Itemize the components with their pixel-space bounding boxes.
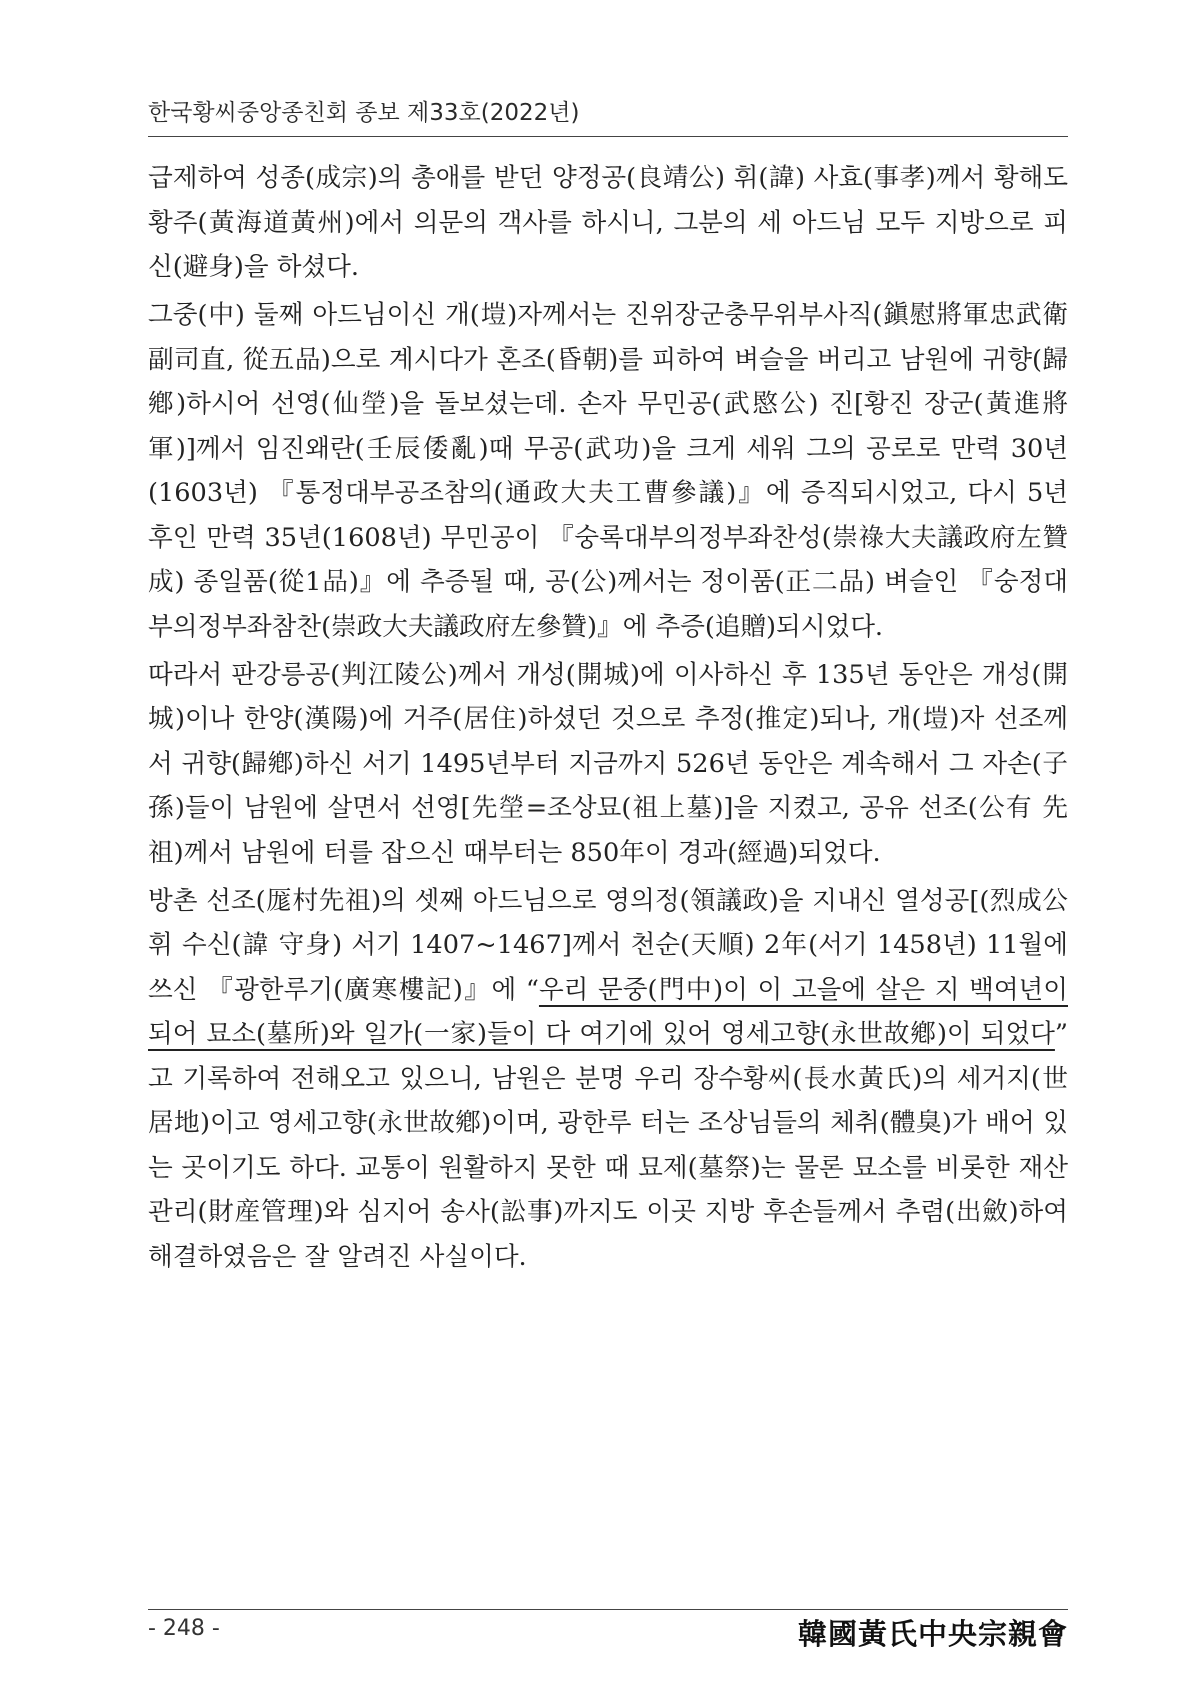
header-divider: [148, 136, 1068, 137]
publisher-logo-text: 韓國黃氏中央宗親會: [797, 1617, 1068, 1651]
page-header: 한국황씨중앙종친회 종보 제33호(2022년): [148, 100, 580, 126]
paragraph-4: [148, 879, 1068, 1280]
page-number: - 248 -: [148, 1616, 220, 1641]
footer-divider: [148, 1609, 1068, 1610]
paragraph-4-conclusion: ” 고 기록하여 전해오고 있으니, 남원은 분명 우리 장수황씨(長水黃氏)의 세거지(世居地)이고 영세고향(永世故鄕)이며, 광한루 터는 조상님들의 체취(體臭)가 배어 있는 곳이기도 하다. 교통이 원활하지 못한 때 묘제(墓祭)는 물론 묘소를 비롯한 재산관리(財産管理)와 심지어 송사(訟事)까지도 이곳 지방 후손들께서 추렴(出斂)하여 해결하였음은 잘 알려진 사실이다.: [148, 1019, 1068, 1272]
paragraph-4-intro: 방촌 선조(厖村先祖)의 셋째 아드님으로 영의정(領議政)을 지내신 열성공[(烈成公 휘 수신(諱 守身) 서기 1407~1467]께서 천순(天順) 2年(서기 1458년) 11월에 쓰신 『광한루기(廣寒樓記)』에 “: [148, 885, 1068, 1005]
paragraph-1: 급제하여 성종(成宗)의 총애를 받던 양정공(良靖公) 휘(諱) 사효(事孝)께서 황해도황주(黃海道黃州)에서 의문의 객사를 하시니, 그분의 세 아드님 모두 지방으로 피신(避身)을 하셨다.: [148, 163, 1068, 282]
underlined-quote: 우리 문중(門中)이 이 고을에 살은 지 백여년이 되어 묘소(墓所)와 일가(一家)들이 다 여기에 있어 영세고향(永世故鄕)이 되었다: [148, 974, 1068, 1049]
article-body: [148, 156, 1068, 1406]
paragraph-2: 그중(中) 둘째 아드님이신 개(塏)자께서는 진위장군충무위부사직(鎭慰將軍忠武衛副司直, 從五品)으로 계시다가 혼조(昏朝)를 피하여 벼슬을 버리고 남원에 귀향(歸鄕)하시어 선영(仙塋)을 돌보셨는데. 손자 무민공(武愍公) 진[황진 장군(黃進將軍)]께서 임진왜란(壬辰倭亂)때 무공(武功)을 크게 세워 그의 공로로 만력 30년(1603년) 『통정대부공조참의(通政大夫工曹參議)』에 증직되시었고, 다시 5년 후인 만력 35년(1608년) 무민공이 『숭록대부의정부좌찬성(崇祿大夫議政府左贊成) 종일품(從1品)』에 추증될 때, 공(公)께서는 정이품(正二品) 벼슬인 『숭정대부의정부좌참찬(崇政大夫議政府左參贊)』에 추증(追贈)되시었다.: [148, 300, 1068, 642]
paragraph-3: 따라서 판강릉공(判江陵公)께서 개성(開城)에 이사하신 후 135년 동안은 개성(開城)이나 한양(漢陽)에 거주(居住)하셨던 것으로 추정(推定)되나, 개(塏)자 선조께서 귀향(歸鄕)하신 서기 1495년부터 지금까지 526년 동안은 계속해서 그 자손(子孫)들이 남원에 살면서 선영[先塋=조상묘(祖上墓)]을 지켰고, 공유 선조(公有 先祖)께서 남원에 터를 잡으신 때부터는 850年이 경과(經過)되었다.: [148, 659, 1068, 868]
